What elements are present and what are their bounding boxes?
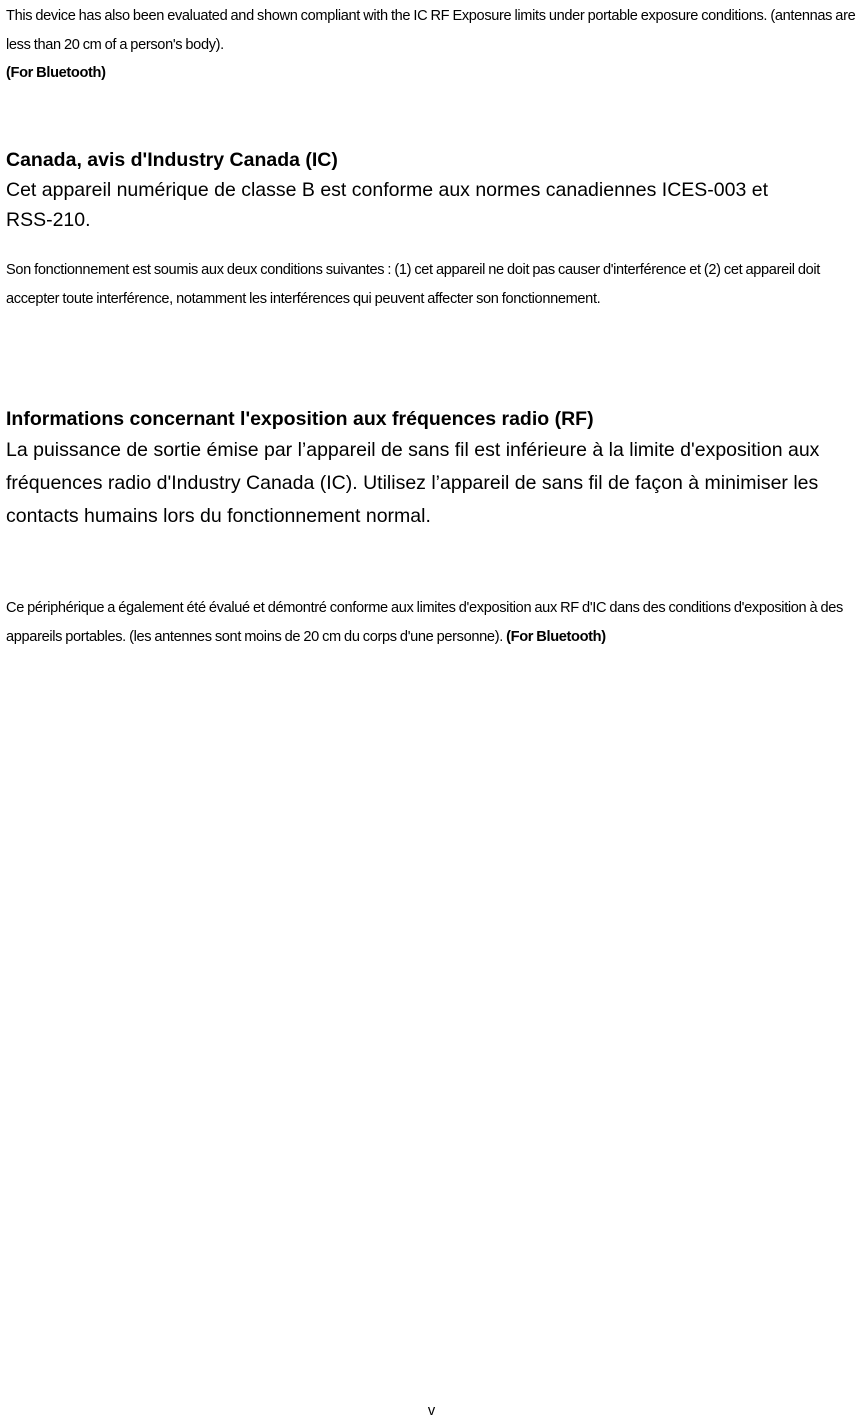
page-number: v xyxy=(427,1403,436,1419)
ic-heading: Canada, avis d'Industry Canada (IC) xyxy=(6,149,338,171)
fr-bluetooth-tag: (For Bluetooth) xyxy=(506,628,606,645)
ic-intro: Cet appareil numérique de classe B est conforme aux normes canadiennes ICES-003 et RSS-210. xyxy=(6,179,769,231)
en-exposure-notice xyxy=(6,2,858,88)
en-bluetooth-tag: (For Bluetooth) xyxy=(6,65,106,81)
rf-text: La puissance de sortie émise par l’appareil de sans fil est inférieure à la limite d'exposition aux fréquences radio d'Industry Canada (IC). Utilisez l’appareil de sans fil de façon à minimiser les contacts humains lors du fonctionnement normal. xyxy=(6,439,820,527)
fr-exposure-notice xyxy=(6,594,858,651)
fr-exposure-text: Ce périphérique a également été évalué et démontré conforme aux limites d'exposition aux RF d'IC dans des conditions d'exposition à des appareils portables. (les antennes sont moins de 20 cm du corps d'une personne). xyxy=(6,600,843,645)
rf-heading: Informations concernant l'exposition aux fréquences radio (RF) xyxy=(6,408,594,430)
en-exposure-text: This device has also been evaluated and shown compliant with the IC RF Exposure limits under portable exposure conditions. (antennas are less than 20 cm of a person's body). xyxy=(6,8,856,53)
ic-conditions: Son fonctionnement est soumis aux deux conditions suivantes : (1) cet appareil ne doit pas causer d'interférence et (2) cet appareil doit accepter toute interférence, notamment les interférences qui peuvent affecter son fonctionnement. xyxy=(6,262,820,307)
